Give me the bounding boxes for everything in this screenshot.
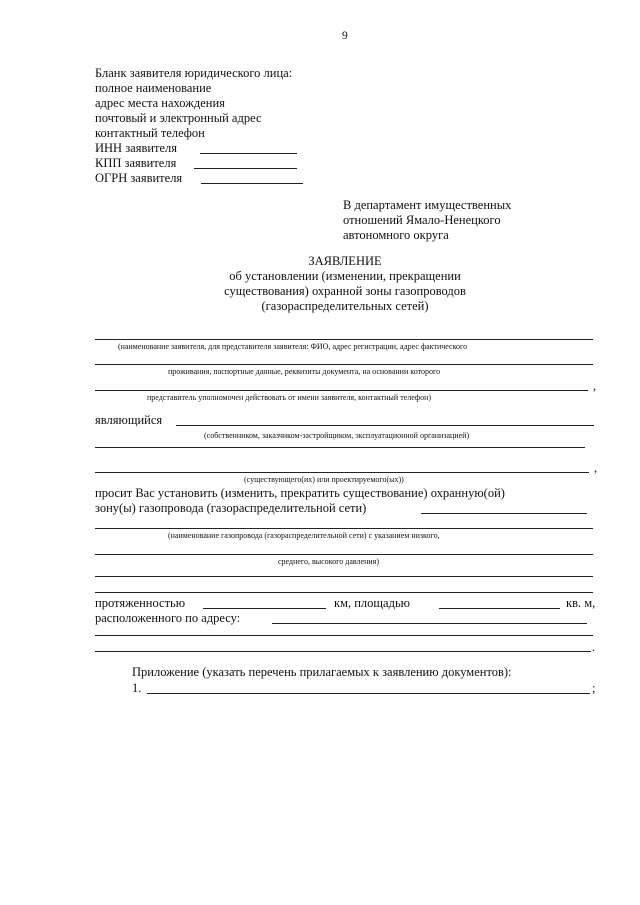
hint-passport: проживания, паспортные данные, реквизиты документа, на основании которого bbox=[168, 367, 441, 376]
km-label: км, площадью bbox=[334, 596, 410, 610]
protection-zone-field[interactable] bbox=[421, 513, 587, 514]
comma: , bbox=[593, 379, 597, 393]
addressee-line: В департамент имущественных bbox=[343, 198, 512, 212]
length-field[interactable] bbox=[203, 608, 326, 609]
title-heading: ЗАЯВЛЕНИЕ bbox=[308, 254, 382, 268]
pipeline-extra-field[interactable] bbox=[95, 554, 593, 555]
being-label: являющийся bbox=[95, 413, 163, 427]
applicant-line: контактный телефон bbox=[95, 126, 205, 140]
hint-pipeline: (наименование газопровода (газораспределительной сети) с указанием низкого, bbox=[168, 531, 440, 540]
applicant-name-field[interactable] bbox=[95, 339, 593, 340]
appendix-label: Приложение (указать перечень прилагаемых к заявлению документов): bbox=[132, 665, 512, 679]
period: . bbox=[592, 640, 596, 654]
area-field[interactable] bbox=[439, 608, 560, 609]
hint-status: (собственником, заказчиком-застройщиком, эксплуатационной организацией) bbox=[204, 431, 470, 440]
comma: , bbox=[594, 461, 598, 475]
status-extra-field[interactable] bbox=[95, 447, 585, 448]
address-extra-field[interactable] bbox=[95, 635, 593, 636]
appendix-item-end: ; bbox=[592, 681, 596, 695]
inn-field[interactable] bbox=[200, 153, 297, 154]
ogrn-field[interactable] bbox=[201, 183, 303, 184]
applicant-details-field[interactable] bbox=[95, 364, 593, 365]
title-line: существования) охранной зоны газопроводов bbox=[224, 284, 466, 298]
status-field[interactable] bbox=[176, 425, 594, 426]
hint-existing: (существующего(их) или проектируемого(ых)) bbox=[244, 475, 404, 484]
page-number: 9 bbox=[342, 30, 348, 42]
addressee-line: отношений Ямало-Ненецкого bbox=[343, 213, 501, 227]
pipeline-extra-field-3[interactable] bbox=[95, 592, 593, 593]
request-line: просит Вас установить (изменить, прекратить существование) охранную(ой) bbox=[95, 486, 505, 500]
kpp-field[interactable] bbox=[194, 168, 297, 169]
applicant-line: Бланк заявителя юридического лица: bbox=[95, 66, 293, 80]
hint-pressure: среднего, высокого давления) bbox=[278, 557, 379, 566]
hint-applicant-name: (наименование заявителя, для представителя заявителя: ФИО, адрес регистрации, адрес фактического bbox=[118, 342, 468, 351]
addressee-line: автономного округа bbox=[343, 228, 449, 242]
inn-label: ИНН заявителя bbox=[95, 141, 178, 155]
length-label: протяженностью bbox=[95, 596, 186, 610]
applicant-line: почтовый и электронный адрес bbox=[95, 111, 262, 125]
address-field[interactable] bbox=[272, 623, 587, 624]
pipeline-extra-field-2[interactable] bbox=[95, 576, 593, 577]
located-label: расположенного по адресу: bbox=[95, 611, 241, 625]
title-line: (газораспределительных сетей) bbox=[261, 299, 429, 313]
ogrn-label: ОГРН заявителя bbox=[95, 171, 183, 185]
appendix-item-number: 1. bbox=[132, 681, 142, 695]
kpp-label: КПП заявителя bbox=[95, 156, 177, 170]
applicant-line: адрес места нахождения bbox=[95, 96, 225, 110]
representative-field[interactable] bbox=[95, 390, 588, 391]
hint-representative: представитель уполномочен действовать от имени заявителя, контактный телефон) bbox=[147, 393, 432, 402]
pipeline-name-field[interactable] bbox=[95, 528, 593, 529]
sqm-label: кв. м, bbox=[566, 596, 596, 610]
appendix-item-field[interactable] bbox=[147, 693, 590, 694]
existing-field[interactable] bbox=[95, 472, 589, 473]
title-line: об установлении (изменении, прекращении bbox=[229, 269, 461, 283]
applicant-line: полное наименование bbox=[95, 81, 212, 95]
request-line: зону(ы) газопровода (газораспределительной сети) bbox=[95, 501, 367, 515]
address-extra-field-2[interactable] bbox=[95, 651, 591, 652]
